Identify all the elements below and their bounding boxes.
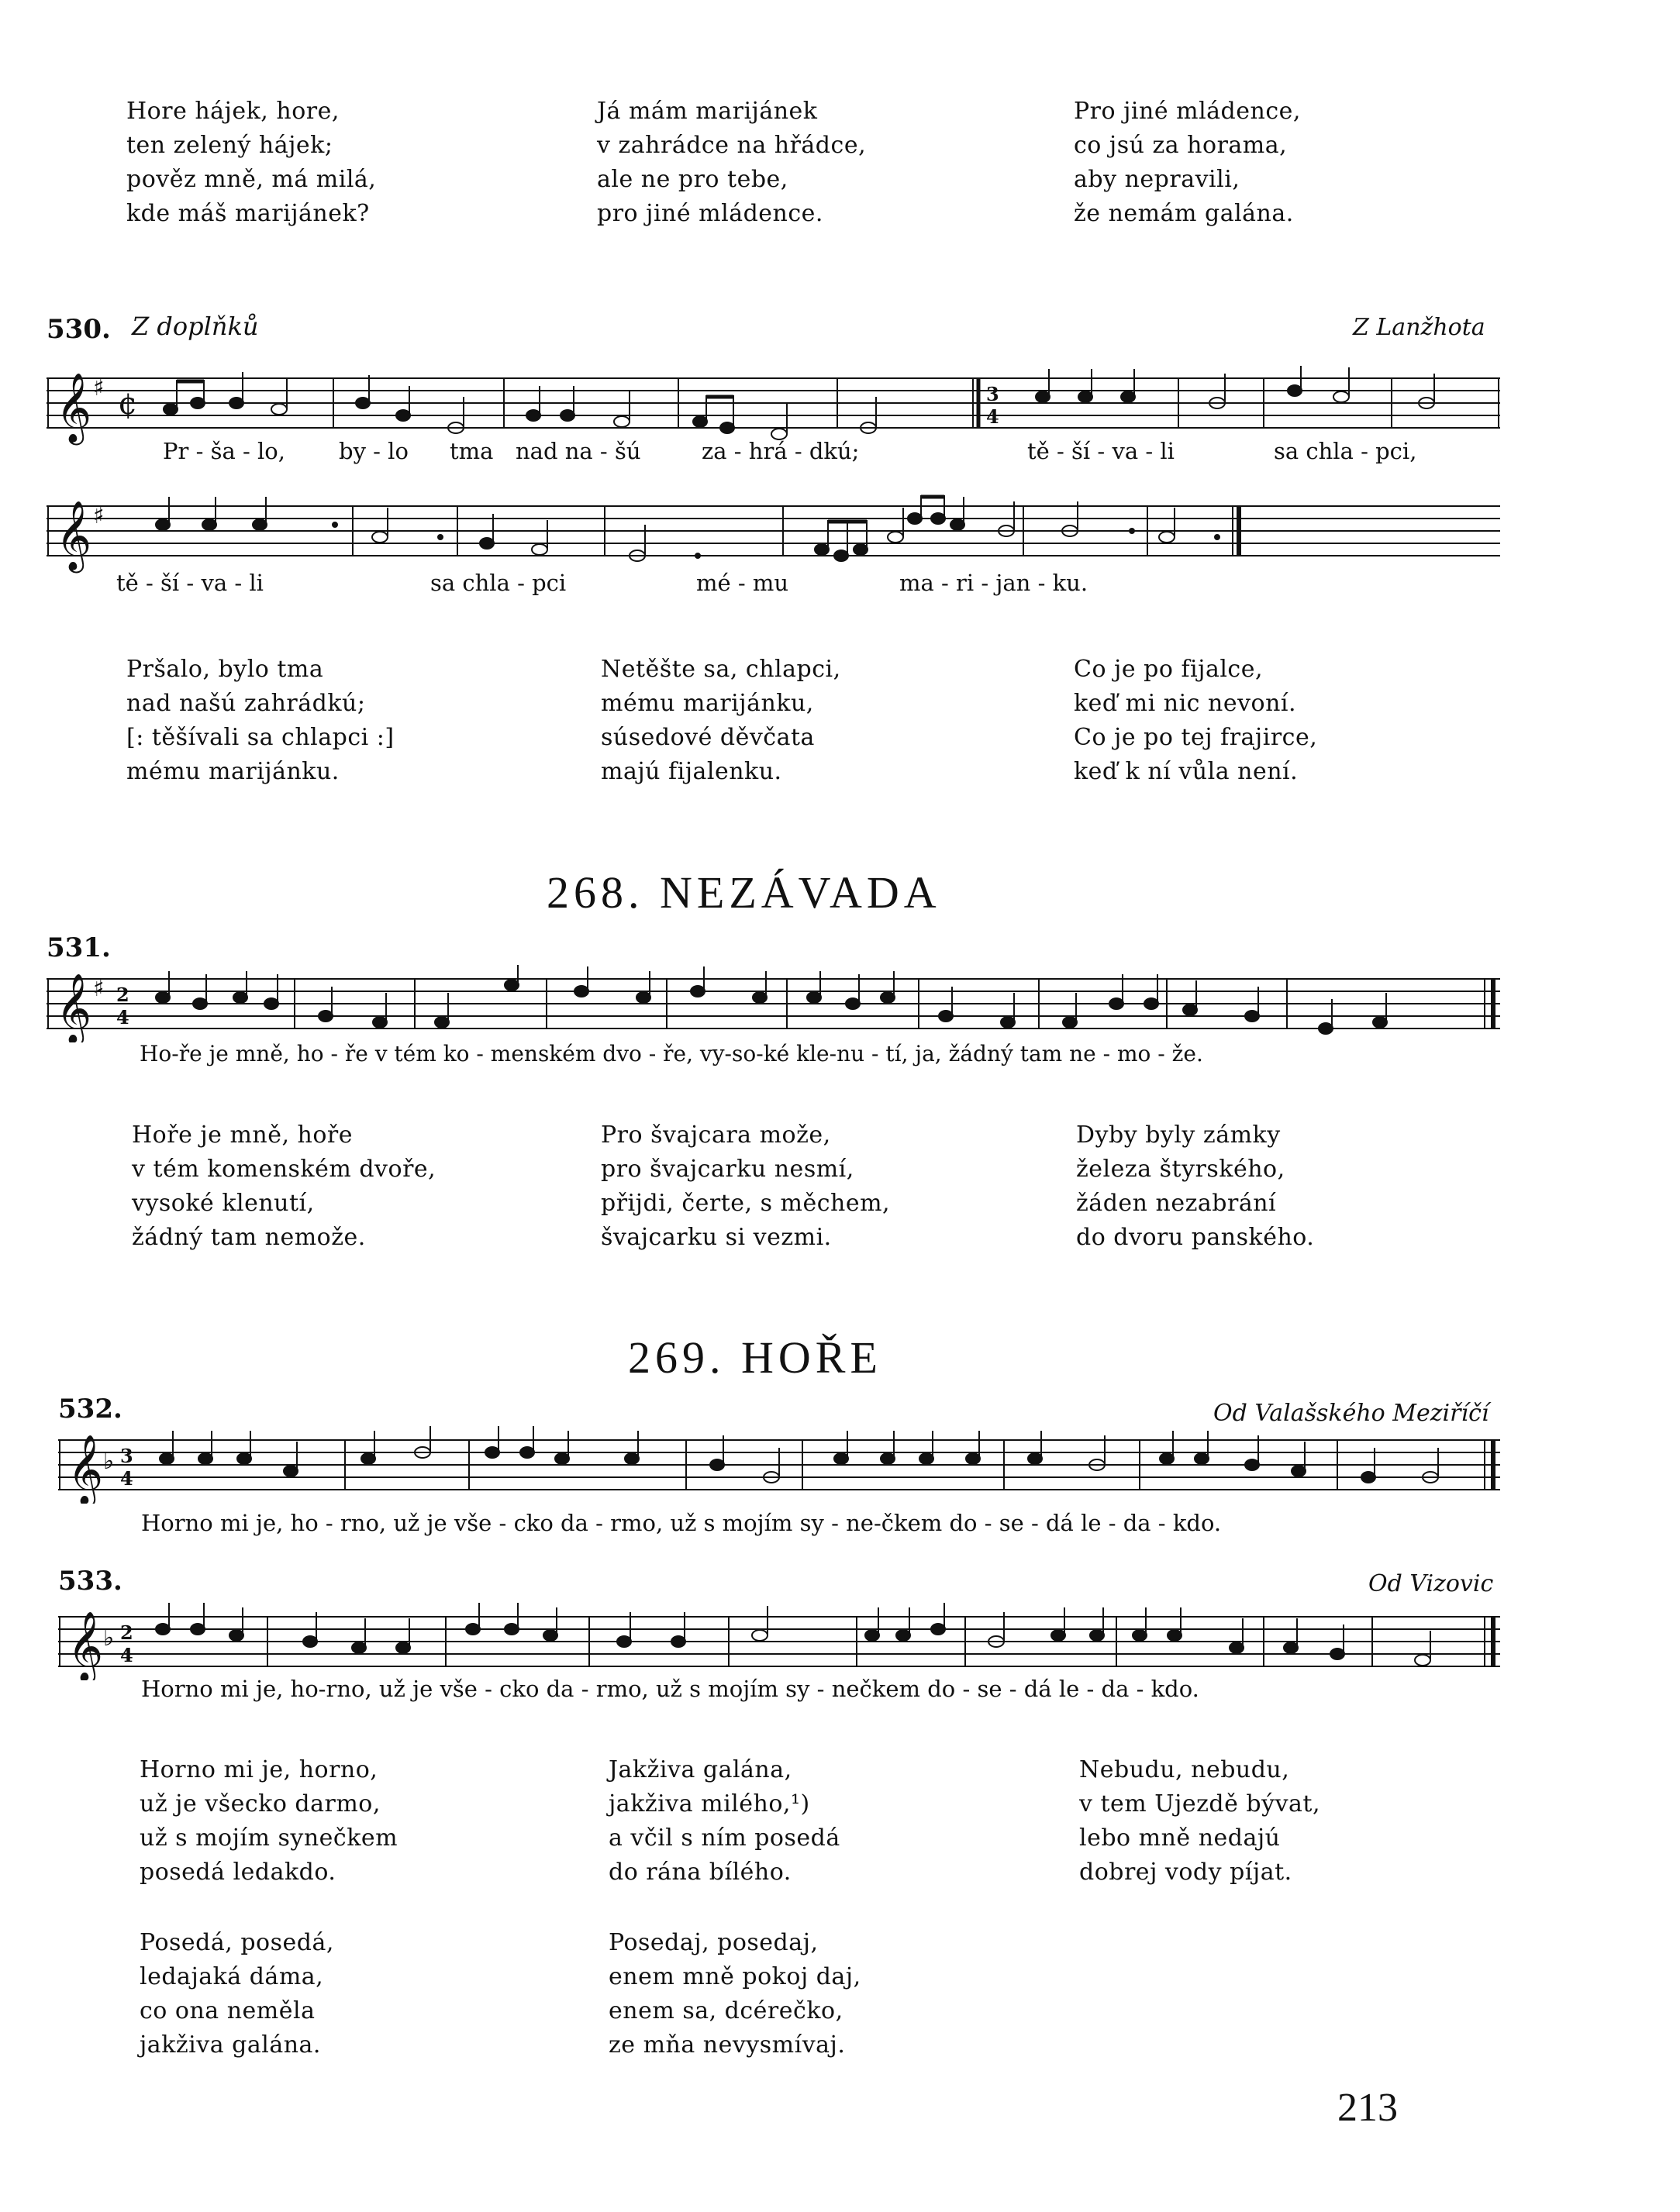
lyric-530-1-4: nad na - šú: [516, 438, 641, 464]
sharp-icon: ♯: [93, 502, 105, 529]
stanza-269-1: Horno mi je, horno, už je všecko darmo, už s mojím synečkem posedá ledakdo.: [140, 1756, 398, 1886]
stanza-top-2: Já mám marijánek v zahrádce na hřádce, ale ne pro tebe, pro jiné mládence.: [597, 98, 867, 227]
treble-clef-icon: 𝄞: [56, 373, 92, 443]
song-number-532: 532.: [58, 1394, 122, 1425]
flat-icon: ♭: [103, 1625, 115, 1652]
time-sig-num: 3: [986, 383, 999, 405]
song-title-269: 269. HOŘE: [628, 1332, 882, 1383]
stanza-top-1: Hore hájek, hore, ten zelený hájek; pověz mně, má milá, kde máš marijánek?: [126, 98, 377, 227]
lyric-530-1-7: sa chla - pci,: [1274, 438, 1417, 464]
sharp-icon: ♯: [93, 374, 105, 401]
origin-533: Od Vizovic: [1368, 1570, 1494, 1597]
staff-531: [47, 965, 1500, 1042]
lyric-530-1-6: tě - ší - va - li: [1027, 438, 1175, 464]
staff-533: [58, 1603, 1500, 1680]
lyrics-531: Ho-ře je mně, ho - ře v tém ko - menském dvo - ře, vy-so-ké kle-nu - tí, ja, žádný tam ne - mo - že.: [140, 1041, 1203, 1066]
time-sig-num: 2: [120, 1621, 133, 1644]
staff-530-line2: [47, 492, 1500, 581]
lyrics-532: Horno mi je, ho - rno, už je vše - cko da - rmo, už s mojím sy - ne-čkem do - se - dá le - da - kdo.: [141, 1510, 1222, 1536]
stanza-269-2: Jakživa galána, jakživa milého,¹) a včil s ním posedá do rána bílého.: [609, 1756, 840, 1886]
lyric-530-1-5: za - hrá - dkú;: [702, 438, 860, 464]
stanza-530-3: Co je po fijalce, keď mi nic nevoní. Co je po tej frajirce, keď k ní vůla není.: [1074, 656, 1318, 785]
treble-clef-icon: 𝄞: [56, 973, 92, 1042]
lyric-530-1-3: tma: [450, 438, 494, 464]
page-number: 213: [1337, 2086, 1398, 2130]
lyric-530-2-4: ma - ri - jan - ku.: [899, 570, 1088, 596]
staff-530-line1: [47, 364, 1500, 450]
flat-icon: ♭: [103, 1448, 115, 1475]
lyric-530-2-3: mé - mu: [696, 570, 789, 596]
subtitle-530: Z doplňků: [132, 312, 259, 341]
song-title-268: 268. NEZÁVADA: [547, 867, 941, 918]
time-sig-den: 4: [120, 1467, 133, 1490]
time-sig-den: 4: [120, 1644, 133, 1666]
sharp-icon: ♯: [93, 975, 105, 1002]
time-sig-num: 3: [120, 1445, 133, 1467]
song-number-531: 531.: [47, 932, 111, 963]
time-sig-num: 2: [116, 984, 129, 1006]
lyrics-533: Horno mi je, ho-rno, už je vše - cko da - rmo, už s mojím sy - nečkem do - se - dá le - da - kdo.: [141, 1676, 1199, 1702]
stanza-268-2: Pro švajcara može, pro švajcarku nesmí, přijdi, čerte, s měchem, švajcarku si vezmi.: [601, 1122, 891, 1251]
song-number-530: 530.: [47, 314, 111, 345]
time-sig-den: 4: [986, 405, 999, 428]
stanza-top-3: Pro jiné mládence, co jsú za horama, aby nepravili, že nemám galána.: [1074, 98, 1301, 227]
stanza-530-2: Netěšte sa, chlapci, mému marijánku, súsedové děvčata majú fijalenku.: [601, 656, 841, 785]
lyric-530-2-1: tě - ší - va - li: [116, 570, 264, 596]
time-sig-den: 4: [116, 1006, 129, 1028]
stanza-269-3: Nebudu, nebudu, v tem Ujezdě bývat, lebo mně nedajú dobrej vody píjat.: [1079, 1756, 1320, 1886]
stanza-268-3: Dyby byly zámky železa štyrského, žáden nezabrání do dvoru panského.: [1076, 1122, 1315, 1251]
origin-530: Z Lanžhota: [1353, 314, 1485, 341]
stanza-268-1: Hoře je mně, hoře v tém komenském dvoře, vysoké klenutí, žádný tam nemože.: [132, 1122, 436, 1251]
song-number-533: 533.: [58, 1566, 122, 1597]
lyric-530-1-2: by - lo: [339, 438, 409, 464]
stanza-530-1: Pršalo, bylo tma nad našú zahrádkú; [: těšívali sa chlapci :] mému marijánku.: [126, 656, 395, 785]
stanza-269-5: Posedaj, posedaj, enem mně pokoj daj, enem sa, dcérečko, ze mňa nevysmívaj.: [609, 1929, 861, 2059]
origin-532: Od Valašského Meziříčí: [1213, 1400, 1489, 1427]
lyric-530-2-2: sa chla - pci: [430, 570, 567, 596]
treble-clef-icon: 𝄞: [67, 1611, 104, 1680]
treble-clef-icon: 𝄞: [67, 1435, 104, 1504]
staff-532: [58, 1426, 1500, 1504]
stanza-269-4: Posedá, posedá, ledajaká dáma, co ona neměla jakživa galána.: [140, 1929, 334, 2059]
treble-clef-icon: 𝄞: [56, 501, 92, 570]
cut-time-icon: ¢: [118, 386, 138, 422]
lyric-530-1-1: Pr - ša - lo,: [163, 438, 285, 464]
